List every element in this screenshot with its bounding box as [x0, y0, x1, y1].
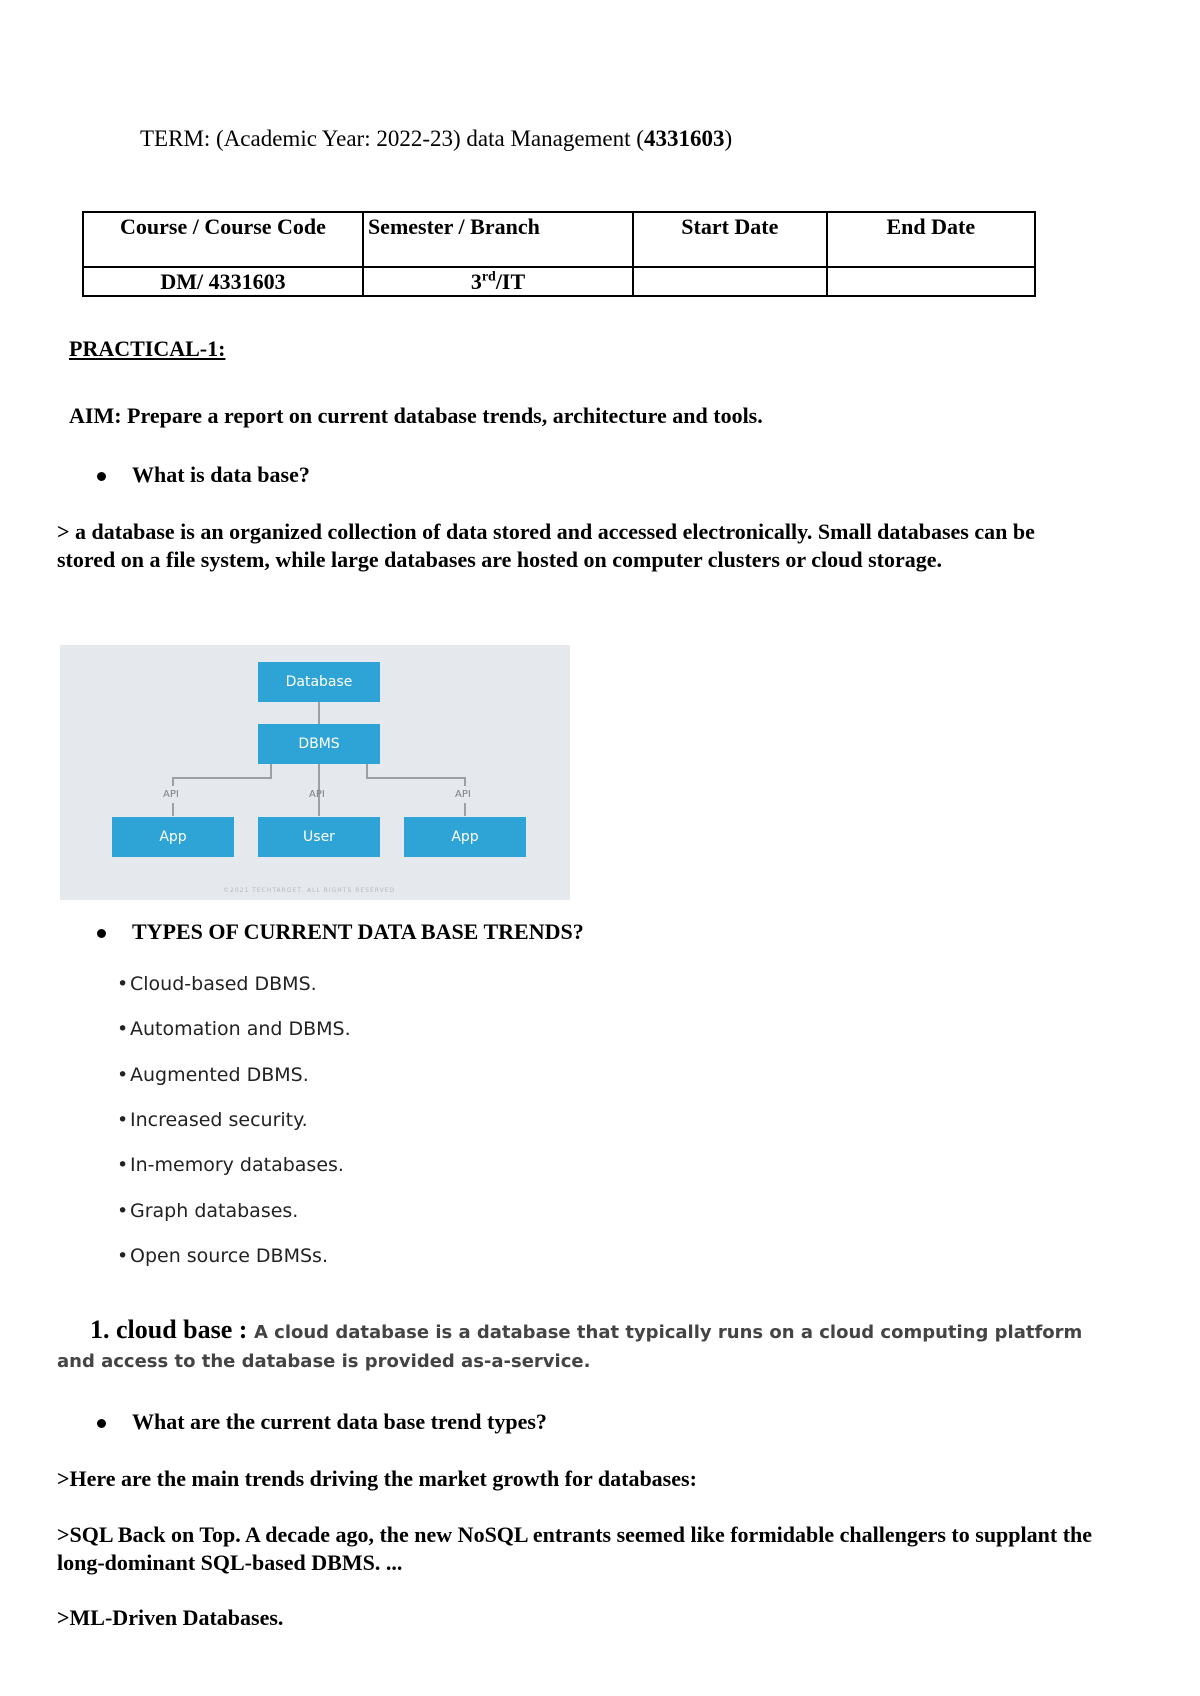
- trend-item: Augmented DBMS.: [130, 1063, 309, 1086]
- question-what-is-database: What is data base?: [132, 462, 310, 487]
- question-current-trend-types: What are the current data base trend types?: [132, 1409, 547, 1434]
- bullet-icon: •: [117, 1244, 129, 1267]
- database-box: Database: [258, 662, 380, 702]
- trend-item: Automation and DBMS.: [130, 1018, 351, 1041]
- connector-line: [172, 777, 174, 786]
- app-box-left: App: [112, 817, 234, 857]
- cloud-heading: 1. cloud base :: [90, 1315, 254, 1344]
- bullet-icon: •: [117, 1063, 129, 1086]
- trend-item: Graph databases.: [130, 1199, 299, 1222]
- api-label-left: API: [163, 789, 179, 800]
- trend-item: In-memory databases.: [130, 1154, 344, 1177]
- diagram-copyright: ©2021 TECHTARGET. ALL RIGHTS RESERVED: [223, 887, 396, 894]
- cloud-description: A cloud database is a database that typically runs on a cloud computing platform and access to the database is provided as-a-service.: [57, 1322, 1083, 1372]
- dbms-box: DBMS: [258, 724, 380, 764]
- cell-start-date: [633, 267, 827, 296]
- connector-line: [172, 777, 270, 779]
- term-suffix: ): [724, 126, 733, 151]
- connector-line: [366, 777, 466, 779]
- ml-trend: >ML-Driven Databases.: [57, 1605, 284, 1630]
- bullet-icon: [97, 1419, 106, 1428]
- term-prefix: TERM: (Academic Year: 2022-23) data Management (: [140, 126, 644, 151]
- semester-superscript: rd: [481, 269, 496, 285]
- header-semester: Semester / Branch: [363, 212, 633, 267]
- connector-line: [318, 702, 320, 724]
- user-box: User: [258, 817, 380, 857]
- cell-semester: [363, 267, 633, 296]
- connector-line: [464, 803, 466, 816]
- bullet-icon: [97, 929, 106, 938]
- connector-line: [464, 777, 466, 786]
- header-course: Course / Course Code: [83, 212, 363, 267]
- course-table-row: [83, 267, 1035, 296]
- bullet-icon: •: [117, 1199, 129, 1222]
- connector-line: [270, 764, 272, 779]
- sql-trend: >SQL Back on Top. A decade ago, the new NoSQL entrants seemed like formidable challengers to supplant the long-dominant SQL-based DBMS. ...: [57, 1522, 1093, 1575]
- trend-item: Open source DBMSs.: [130, 1244, 328, 1267]
- database-definition: > a database is an organized collection of data stored and accessed electronically. Small databases can be stored on a file system, while large databases are hosted on computer clusters or cloud storage.: [57, 519, 1035, 572]
- header-start-date: Start Date: [633, 212, 827, 267]
- trend-item: Cloud-based DBMS.: [130, 973, 317, 995]
- trend-item: Increased security.: [130, 1108, 308, 1131]
- header-end-date: End Date: [827, 212, 1035, 267]
- bullet-icon: •: [117, 1018, 129, 1041]
- connector-line: [318, 803, 320, 816]
- cell-course: DM/ 4331603: [83, 267, 363, 296]
- database-architecture-diagram: [60, 645, 570, 900]
- main-trends-intro: >Here are the main trends driving the market growth for databases:: [57, 1466, 697, 1491]
- term-heading: [140, 126, 732, 152]
- term-code: 4331603: [643, 126, 725, 151]
- bullet-icon: [97, 472, 106, 481]
- bullet-icon: •: [117, 1154, 129, 1177]
- aim-text: AIM: Prepare a report on current database trends, architecture and tools.: [69, 403, 763, 428]
- cloud-base-paragraph: [57, 1316, 1097, 1377]
- bullet-icon: •: [117, 1108, 129, 1131]
- connector-line: [172, 803, 174, 816]
- course-table-header-row: [83, 212, 1035, 267]
- bullet-icon: •: [117, 973, 129, 995]
- app-box-right: App: [404, 817, 526, 857]
- practical-title: PRACTICAL-1:: [69, 336, 226, 361]
- course-table: [82, 211, 1036, 297]
- semester-number: 3: [470, 269, 482, 294]
- cell-end-date: [827, 267, 1035, 296]
- question-trend-types: TYPES OF CURRENT DATA BASE TRENDS?: [132, 919, 584, 944]
- api-label-center: API: [309, 789, 325, 800]
- semester-branch: /IT: [495, 269, 526, 294]
- api-label-right: API: [455, 789, 471, 800]
